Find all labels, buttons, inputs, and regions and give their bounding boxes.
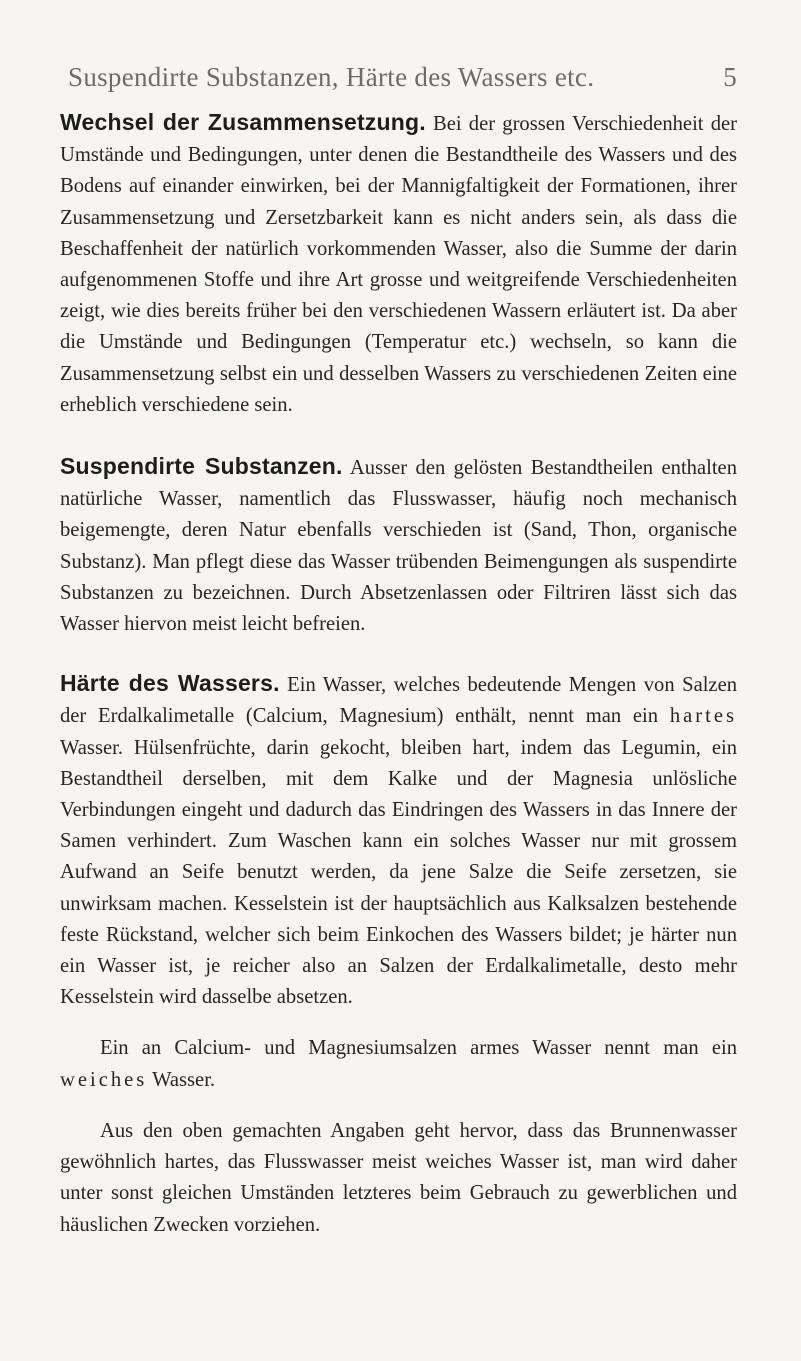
- running-header: [60, 62, 737, 93]
- paragraph-text: Ausser den gelösten Bestandtheilen enthalten natürliche Wasser, namentlich das Flusswasser, häufig noch mechanisch beigemengte, deren Natur ebenfalls verschieden ist (Sand, Thon, organische Substanz). Man pflegt diese das Wasser trübenden Beimengungen als suspendirte Substanzen zu bezeichnen. Durch Absetzenlassen oder Filtriren lässt sich das Wasser hiervon meist leicht befreien.: [60, 457, 737, 636]
- section-heading-wechsel: Wechsel der Zusammensetzung.: [60, 109, 426, 135]
- paragraph-suspendirte: [60, 451, 737, 640]
- section-heading-haerte: Härte des Wassers.: [60, 670, 280, 697]
- paragraph-schluss: Aus den oben gemachten Angaben geht hervor, dass das Brunnenwasser gewöhnlich hartes, das Flusswasser meist weiches Wasser ist, man wird daher unter sonst gleichen Umständen letzteres beim Gebrauch zu gewerblichen und häuslichen Zwecken vorziehen.: [60, 1119, 737, 1236]
- paragraph-text: Wasser.: [147, 1068, 216, 1091]
- paragraph-text: Ein an Calcium- und Magnesiumsalzen armes Wasser nennt man ein: [100, 1037, 737, 1060]
- body-text: [60, 107, 737, 1241]
- section-spacer: [60, 640, 737, 668]
- paragraph-spacer: [60, 1013, 737, 1033]
- paragraph-wechsel: [60, 107, 737, 421]
- emphasis-hartes: hartes: [669, 705, 737, 728]
- section-heading-suspendirte: Suspendirte Substanzen.: [60, 453, 343, 480]
- paragraph-haerte: [60, 668, 737, 1013]
- section-spacer: [60, 421, 737, 451]
- paragraph-weiches: [60, 1033, 737, 1095]
- page-number: 5: [723, 62, 737, 92]
- running-title: Suspendirte Substanzen, Härte des Wassers etc.: [68, 62, 595, 92]
- paragraph-spacer: [60, 1096, 737, 1116]
- paragraph-text: Wasser. Hülsenfrüchte, darin gekocht, bleiben hart, indem das Legumin, ein Bestandtheil derselben, mit dem Kalke und der Magnesia unlösliche Verbindungen eingeht und dadurch das Eindringen des Wassers in das Innere der Samen verhindert. Zum Waschen kann ein solches Wasser nur mit grossem Aufwand an Seife benutzt werden, da jene Salze die Seife zersetzen, sie unwirksam machen. Kesselstein ist der hauptsächlich aus Kalksalzen bestehende feste Rückstand, welcher sich beim Einkochen des Wassers bildet; je härter nun ein Wasser ist, je reicher also an Salzen der Erdalkalimetalle, desto mehr Kesselstein wird dasselbe absetzen.: [60, 736, 737, 1009]
- emphasis-weiches: weiches: [60, 1068, 148, 1091]
- paragraph-text: Ein Wasser, welches bedeutende Mengen von Salzen der Erdalkalimetalle (Calcium, Magnesium) enthält, nennt man ein: [60, 674, 738, 728]
- paragraph-text: Bei der grossen Verschiedenheit der Umstände und Bedingungen, unter denen die Bestandtheile des Wassers und des Bodens auf einander einwirken, bei der Mannigfaltigkeit der Formationen, ihrer Zusammensetzung und Zersetzbarkeit kann es nicht anders sein, als dass die Beschaffenheit der natürlich vorkommenden Wasser, also die Summe der darin aufgenommenen Stoffe und ihre Art grosse und weitgreifende Verschiedenheiten zeigt, wie dies bereits früher bei den verschiedenen Wassern erläutert ist. Da aber die Umstände und Bedingungen (Temperatur etc.) wechseln, so kann die Zusammensetzung selbst ein und desselben Wassers zu verschiedenen Zeiten eine erheblich verschiedene sein.: [60, 113, 737, 416]
